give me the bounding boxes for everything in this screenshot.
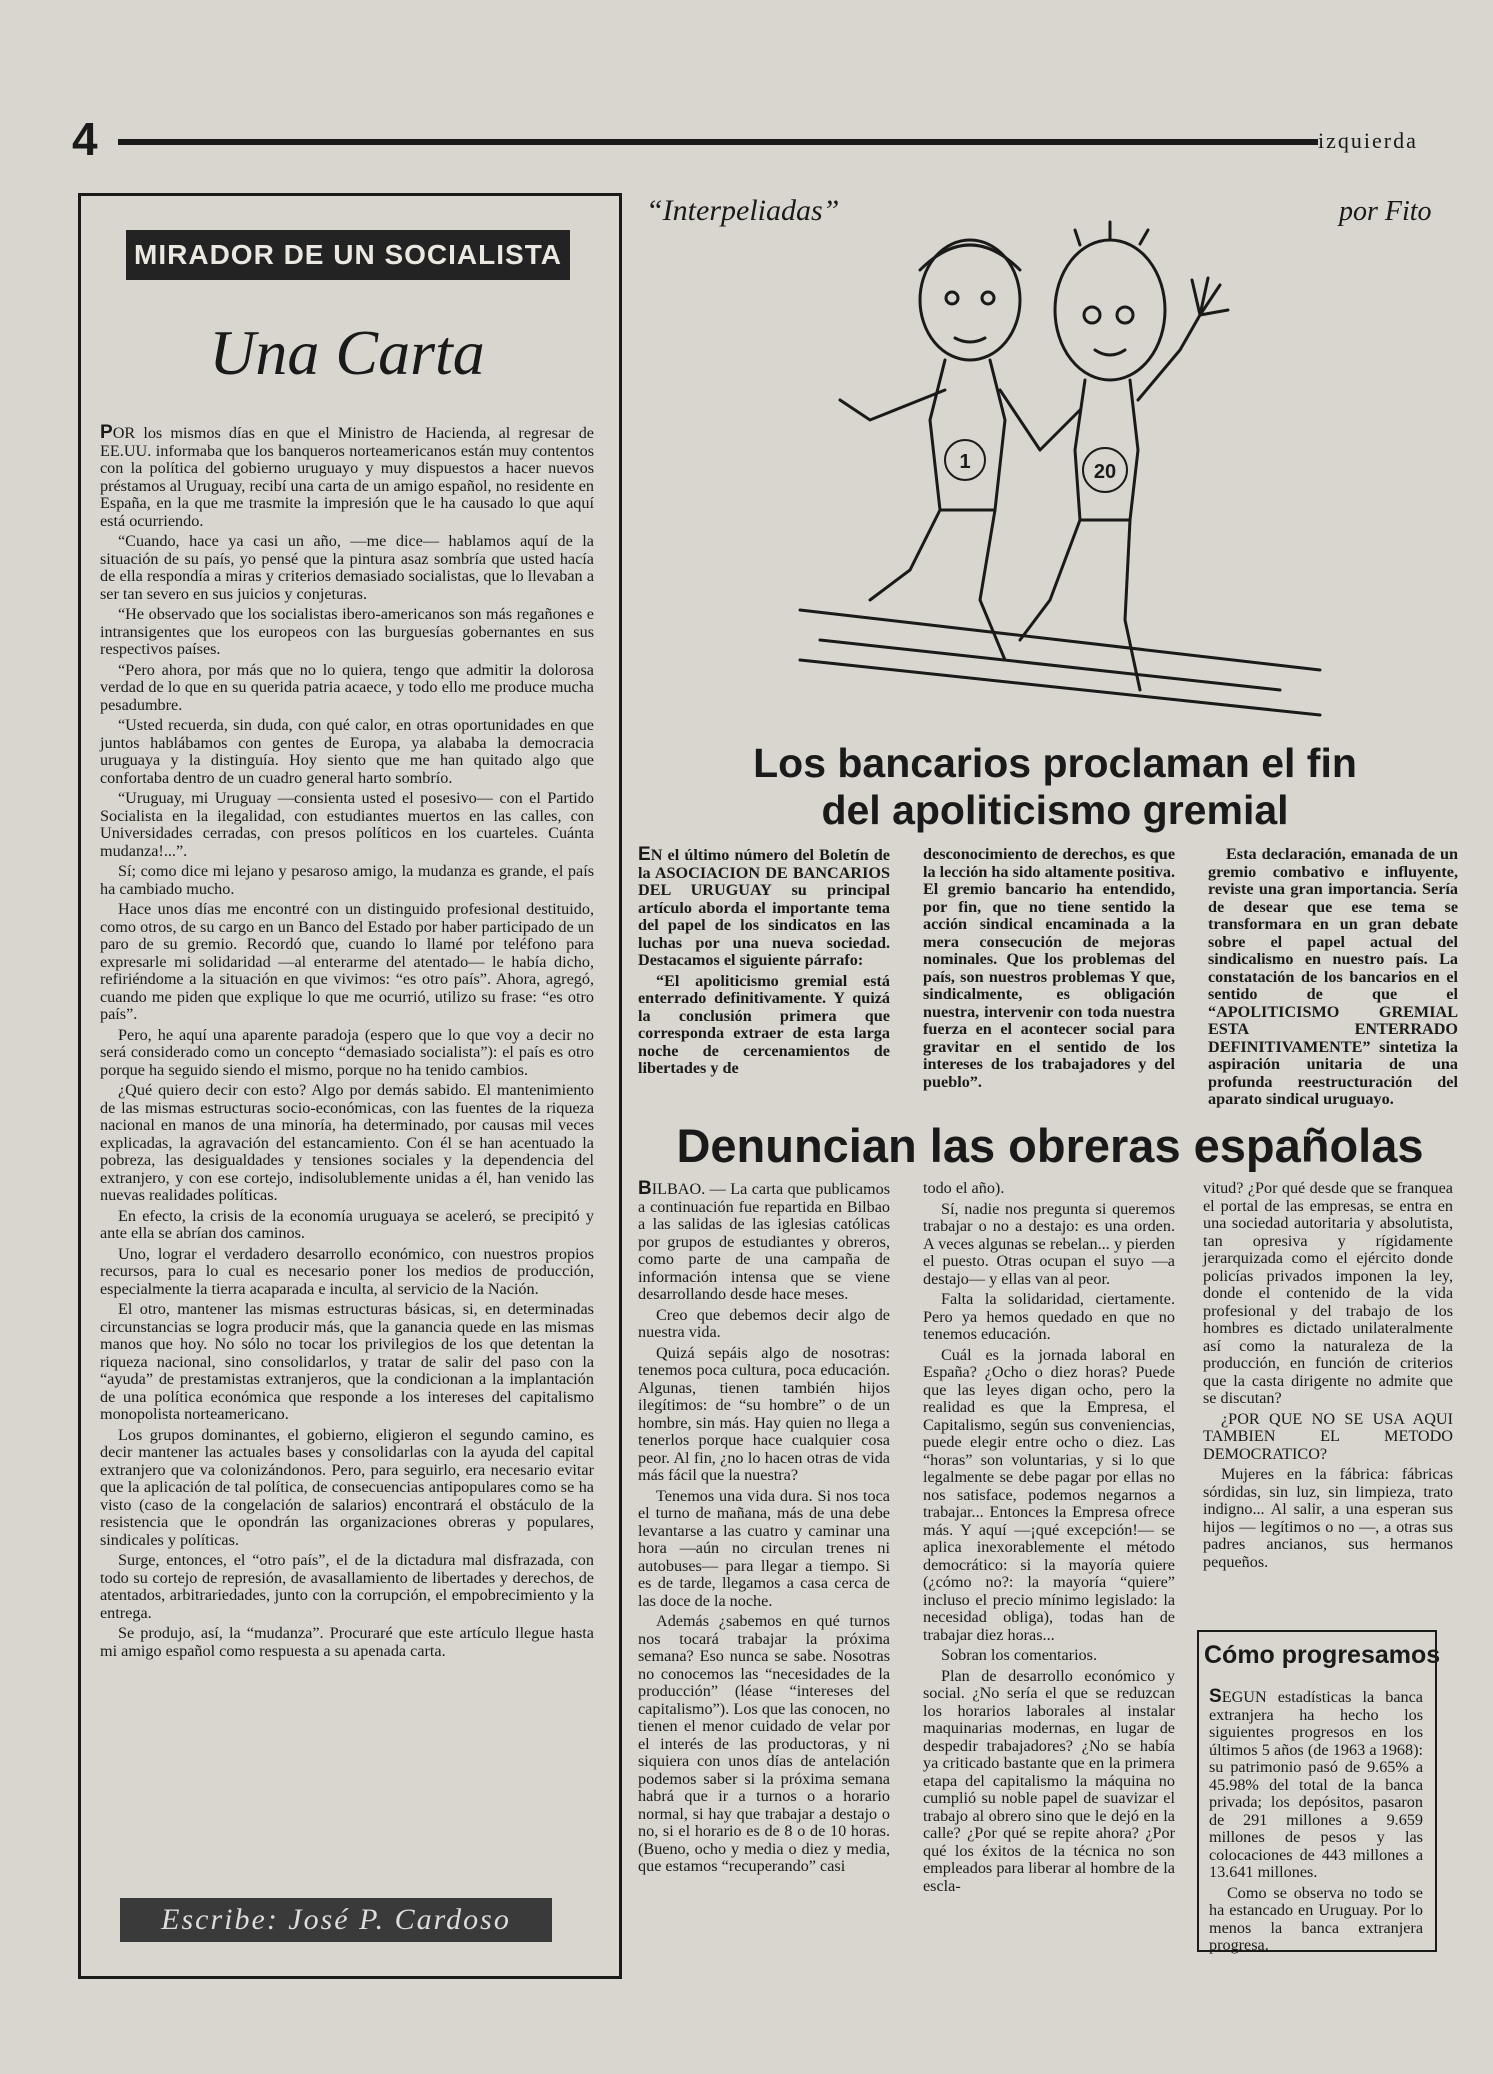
paragraph: Se produjo, así, la “mudanza”. Procuraré que este artículo llegue hasta mi amigo español como respuesta a su apenada carta. (100, 1624, 594, 1660)
dropcap: E (638, 844, 651, 865)
obreras-col-1 (638, 1180, 890, 1879)
paragraph: Sobran los comentarios. (941, 1646, 1098, 1664)
cartoon-illustration (780, 220, 1340, 720)
headline-bancarios-l1: Los bancarios proclaman el fin (753, 740, 1357, 786)
header-rule (118, 139, 1318, 145)
article-title: Una Carta (209, 317, 485, 388)
paragraph: todo el año). (923, 1179, 1005, 1197)
paragraph: Los grupos dominantes, el gobierno, eligieron el segundo camino, es decir mantener las actuales bases y consolidarlas con la ayuda del capital extranjero que va colonizándonos. Pero, para seguirlo, era necesario evitar que la aplicación de tal política, de consecuencias antipopulares como se ha visto (caso de la congelación de salarios) encontrará el obstáculo de la resistencia que le opondrán las organizaciones obreras y populares, sindicales y políticas. (100, 1425, 594, 1549)
bib-number-1: 1 (959, 451, 971, 473)
cartoon-title: “Interpeliadas” (646, 194, 840, 227)
paragraph: N el último número del Boletín de la ASOCIACION DE BANCARIOS DEL URUGUAY su principal artículo aborda el importante tema del papel de los sindicatos en las luchas por una nueva sociedad. Destacamos el siguiente párrafo: (638, 846, 890, 969)
byline: Escribe: José P. Cardoso (120, 1898, 552, 1942)
paragraph: “Pero ahora, por más que no lo quiera, tengo que admitir la dolorosa verdad de lo que en su querida patria acaece, y todo ello me produce mucha pesadumbre. (100, 660, 594, 714)
paragraph: “He observado que los socialistas ibero-americanos son más regañones e intransigentes que los europeos con las burguesías gobernantes en sus respectivos países. (100, 605, 594, 658)
paragraph: “Cuando, hace ya casi un año, —me dice— hablamos aquí de la situación de su país, yo pensé que la pintura asaz sombría que usted hacía de ella respondía a miras y criterios demasiado socialistas, que lo llevaban a ser tan severo en sus juicios y conjeturas. (100, 532, 594, 603)
paragraph: EGUN estadísticas la banca extranjera ha hecho los siguientes progresos en los últimos 5 años (de 1963 a 1968): su patrimonio pasó de 9.65% a 45.98% del total de la banca privada; los depósitos, pasaron de 291 millones a 9.659 millones de pesos y las colocaciones de 443 millones a 13.641 millones. (1209, 1688, 1423, 1881)
page-number: 4 (72, 113, 98, 165)
dropcap: P (100, 422, 113, 443)
obreras-col-2 (923, 1180, 1175, 1898)
paragraph: Uno, lograr el verdadero desarrollo económico, con nuestros propios recursos, para lo cual es necesario poner los medios de producción, especialmente la tierra acaparada e inculta, al servicio de la Nación. (100, 1244, 594, 1298)
paragraph: Pero, he aquí una aparente paradoja (espero que lo que voy a decir no será considerado como un concepto “demasiado socialista”): el país es otro porque ha seguido siendo el mismo, porque no ha tenido cambios. (100, 1025, 594, 1079)
paragraph: ILBAO. — La carta que publicamos a continuación fue repartida en Bilbao a las salidas de las iglesias católicas por grupos de estudiantes y obreros, como parte de una campaña de información intensa que se viene desarrollando desde hace meses. (638, 1180, 890, 1303)
section-label: MIRADOR DE UN SOCIALISTA (126, 230, 570, 280)
paragraph: Plan de desarrollo económico y social. ¿No sería el que se reduzcan los horarios laborales al instalar maquinarias modernas, en lugar de despedir trabajadores? ¿No se había ya criticado bastante que en la primera etapa del capitalismo la máquina no cumplió su noble papel de suavizar el trabajo al obrero sino que le dejó en la calle? ¿Por qué se repite ahora? ¿Por qué los éxitos de la técnica no son empleados para liberar al hombre de la escla- (923, 1666, 1175, 1895)
paragraph: Esta declaración, emanada de un gremio combativo e influyente, reviste una gran importancia. Sería de desear que ese tema se transformara en un gran debate sobre el papel actual del sindicalismo en nuestro país. La constatación de los bancarios en el sentido de que el “APOLITICISMO GREMIAL ESTA ENTERRADO DEFINITIVAMENTE” sintetiza la aspiración unitaria de una profunda reestructuración del aparato sindical uruguayo. (1208, 845, 1458, 1108)
paragraph: “El apoliticismo gremial está enterrado definitivamente. Y quizá la conclusión primera que corresponda extraer de esta larga noche de cercenamientos de libertades y de (638, 971, 890, 1077)
obreras-col-3 (1203, 1180, 1453, 1574)
paragraph: En efecto, la crisis de la economía uruguaya se aceleró, se precipitó y ante ella se abrían dos caminos. (100, 1206, 594, 1242)
paragraph: Surge, entonces, el “otro país”, el de la dictadura mal disfrazada, con todo su cortejo de represión, de avasallamiento de libertades y derechos, de atentados, arbitrariedades, junto con la corrupción, el empobrecimiento y la entrega. (100, 1551, 594, 1622)
headline-obreras: Denuncian las obreras españolas (676, 1119, 1424, 1172)
sidebar-title: Cómo progresamos (1204, 1641, 1441, 1669)
paragraph: ¿Qué quiero decir con esto? Algo por demás sabido. El mantenimiento de las mismas estructuras socio-económicas, con las fuentes de la riqueza nacional en manos de una minoría, ha determinado, por causas mil veces explicadas, la agravación del estancamiento. Con él se han acentuado la pobreza, las desigualdades y tensiones sociales y la dependencia del extranjero, y con ese cortejo, indisolublemente unidas a él, han venido las nuevas realidades políticas. (100, 1081, 594, 1204)
paragraph: Cuál es la jornada laboral en España? ¿Ocho o diez horas? Puede que las leyes digan ocho, pero la realidad es que la Empresa, el Capitalismo, según sus conveniencias, puede elegir entre ocho o diez. Las “horas” son voluntarias, y si lo que legalmente se debe pagar por ellas no nos satisface, podemos negarnos a trabajar... Entonces la Empresa ofrece más. Y aquí —¡qué excepción!— se aplica inexorablemente el método democrático: si la mayoría quiere (¿cómo no?: la mayoría “quiere” incluso el precio mínimo legislado: la necesidad obliga), todas han de trabajar diez horas... (923, 1345, 1175, 1644)
paragraph: ¿POR QUE NO SE USA AQUI TAMBIEN EL METODO DEMOCRATICO? (1203, 1409, 1453, 1463)
paragraph: Mujeres en la fábrica: fábricas sórdidas, sin luz, sin limpieza, trato indigno... Al salir, a una esperan sus hijos — legítimos o no —, a otras sus padres ancianos, sus hermanos pequeños. (1203, 1465, 1453, 1571)
dropcap: B (638, 1178, 652, 1199)
paragraph: Como se observa no todo se ha estancado en Uruguay. Por lo menos la banca extranjera progresa. (1209, 1883, 1423, 1954)
paragraph: OR los mismos días en que el Ministro de Hacienda, al regresar de EE.UU. informaba que los banqueros norteamericanos están muy contentos con la política del gobierno uruguayo y muy dispuestos a hacer nuevos préstamos al Uruguay, recibí una carta de un amigo español, no residente en España, en la que me trasmite la impresión que le ha causado lo que aquí está ocurriendo. (100, 424, 594, 530)
paragraph: Creo que debemos decir algo de nuestra vida. (638, 1305, 890, 1341)
dropcap: S (1209, 1686, 1222, 1707)
bancarios-col-1 (638, 846, 890, 1081)
mirador-body (100, 424, 594, 1663)
bancarios-col-2 (923, 846, 1175, 1094)
sidebar-body (1209, 1688, 1423, 1958)
paragraph: Tenemos una vida dura. Si nos toca el turno de mañana, más de una debe levantarse a las cuatro y caminar una hora —aún no circulan trenes ni autobuses— para llegar a tiempo. Si es de tarde, llegamos a casa cerca de las doce de la noche. (638, 1486, 890, 1610)
paragraph: “Usted recuerda, sin duda, con qué calor, en otras oportunidades en que juntos hablábamos con gentes de Europa, ya alababa la democracia uruguaya y la distinguía. Hoy siento que me han quitado algo que confortaba dentro de un cuadro general harto sombrío. (100, 716, 594, 787)
bib-number-2: 20 (1093, 461, 1117, 483)
paragraph: Sí, nadie nos pregunta si queremos trabajar o no a destajo: es una orden. A veces algunas se rebelan... y pierden el puesto. Otras ocupan el suyo —a destajo— y ellas van al peor. (923, 1199, 1175, 1288)
headline-bancarios-l2: del apoliticismo gremial (821, 787, 1289, 833)
bancarios-col-3 (1208, 846, 1458, 1112)
paragraph: vitud? ¿Por qué desde que se franquea el portal de las empresas, se entra en una sociedad autoritaria y absolutista, tan opresiva y rígidamente jerarquizada como el ejército donde policías privados imponen la ley, donde el contenido de la vida profesional y del trabajo de los hombres es dictado unilateralmente así como la naturaleza de la producción, en función de criterios que la casta dirigente no admite que se discutan? (1203, 1179, 1453, 1407)
paragraph: “Uruguay, mi Uruguay —consienta usted el posesivo— con el Partido Socialista en la ilegalidad, con estudiantes muertos en las calles, con Universidades cerradas, con presos políticos en los cuarteles. Cuánta mudanza!...”. (100, 789, 594, 860)
paragraph: Sí; como dice mi lejano y pesaroso amigo, la mudanza es grande, el país ha cambiado mucho. (100, 862, 594, 898)
cartoon-author: por Fito (1339, 196, 1432, 227)
paragraph: Quizá sepáis algo de nosotras: tenemos poca cultura, poca educación. Algunas, tienen también hijos ilegítimos: de “su hombre” o de un hombre, sin más. Hay quien no llega a tenerlos porque hace cualquier cosa peor. Al fin, ¿no lo hacen otras de vida más fácil que la nuestra? (638, 1343, 890, 1484)
publication-name: izquierda (1318, 128, 1418, 153)
paragraph: Falta la solidaridad, ciertamente. Pero ya hemos quedado en que no tenemos educación. (923, 1290, 1175, 1343)
paragraph: desconocimiento de derechos, es que la lección ha sido altamente positiva. El gremio bancario ha entendido, por fin, que no tiene sentido la acción sindical encaminada a la mera consecución de mejoras nominales. Que los problemas del país, son nuestros problemas Y que, sindicalmente, es obligación nuestra, intervenir con toda nuestra fuerza en el acontecer social para gravitar en el sentido de los intereses de los trabajadores y del pueblo”. (923, 845, 1175, 1091)
paragraph: Además ¿sabemos en qué turnos nos tocará trabajar la próxima semana? Eso nunca se sabe. Nosotras no conocemos las “necesidades de la producción” (léase “intereses del capitalismo”). Los que las conocen, no tienen el menor cuidado de velar por el interés de las productoras, y ni siquiera con unos días de antelación podemos saber si la próxima semana habrá que ir a turnos o a horario normal, si hay que trabajar a destajo o no, si el horario es de 8 o de 10 horas. (Bueno, ocho y media o diez y media, que estamos “recuperando” casi (638, 1612, 890, 1875)
paragraph: Hace unos días me encontré con un distinguido profesional destituido, como otros, de su cargo en un Banco del Estado por haber participado de un paro de su gremio. Recordó que, cuando lo llamé por teléfono para expresarle mi solidaridad —al enterarme del atentado— le había dicho, refiriéndome a la situación en que vivimos: “es otro país”. Ahora, agregó, cuando me piden que explique lo que me ocurrió, utilizo su frase: “es otro país”. (100, 900, 594, 1023)
paragraph: El otro, mantener las mismas estructuras básicas, si, en determinadas circunstancias se logra producir más, que la ganancia quede en las mismas manos que hoy. No sólo no tocar los privilegios de los que detentan la riqueza nacional, sino consolidarlos, y tratar de salir del paso con la “ayuda” de prestamistas extranjeros, que la condicionan a la implantación de una política económica que responde a los intereses del capitalismo monopolista norteamericano. (100, 1300, 594, 1423)
